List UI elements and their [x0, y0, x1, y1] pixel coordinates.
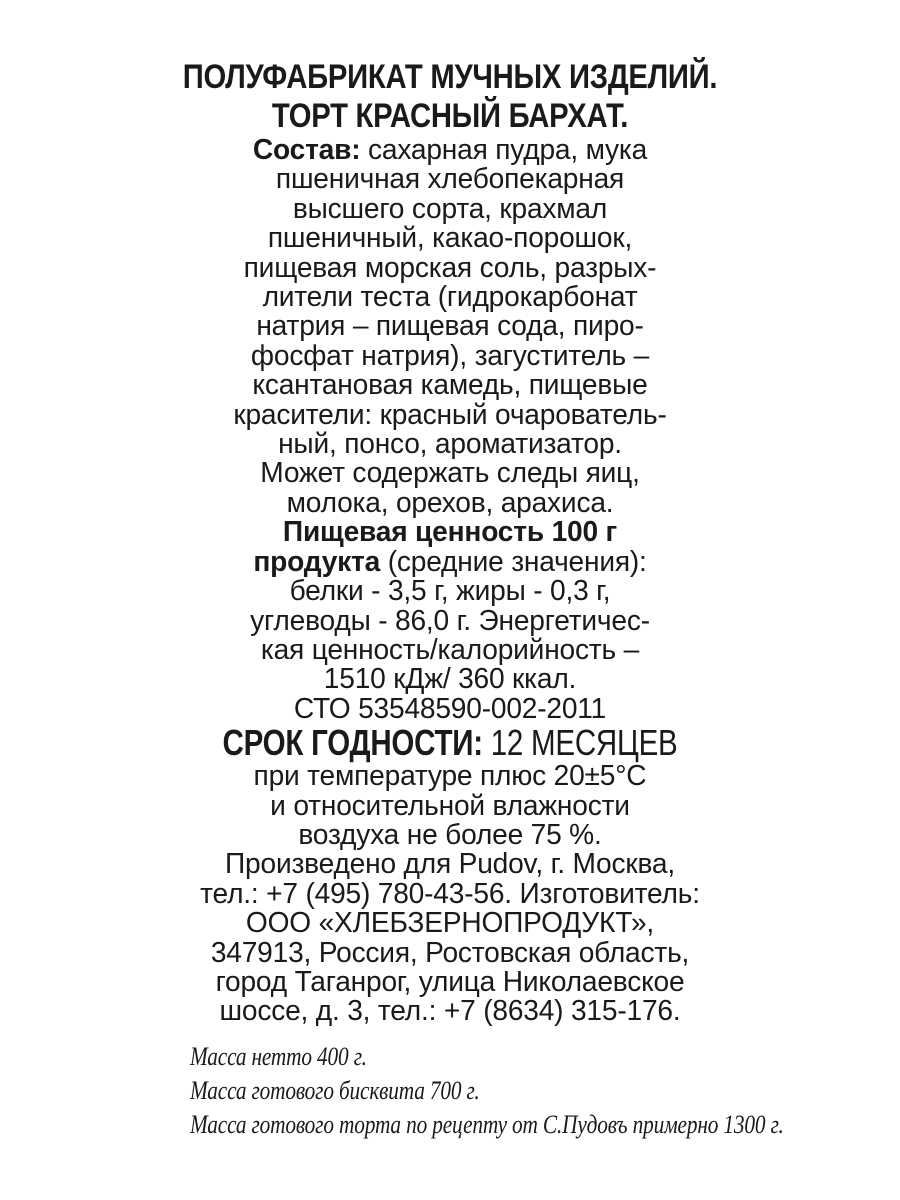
composition-line: высшего сорта, крахмал: [292, 192, 608, 225]
manufacturer-block: [0, 850, 900, 1026]
nutrition-heading-rest: (средние значения):: [380, 545, 647, 578]
shelf-life-block: [0, 724, 900, 850]
cake-weight: Масса готового торта по рецепту от С.Пудовъ примерно 1300 г.: [190, 1110, 784, 1139]
manufacturer-line: 347913, Россия, Ростовская область,: [210, 936, 690, 969]
composition-label: Состав:: [252, 134, 361, 166]
composition-line: фосфат натрия), загуститель –: [250, 339, 650, 372]
nutrition-heading-bold: продукта: [253, 545, 381, 578]
shelf-life-heading: [81, 724, 819, 762]
composition-line: пшеничный, какао-порошок,: [267, 222, 633, 255]
manufacturer-line: ООО «ХЛЕБЗЕРНОПРОДУКТ»,: [245, 907, 655, 940]
composition-line: ксантановая камедь, пищевые: [252, 369, 648, 402]
sponge-weight: Масса готового бисквита 700 г.: [190, 1076, 480, 1105]
nutrition-heading: Пищевая ценность 100 г: [282, 516, 618, 549]
nutrition-line: кая ценность/калорийность –: [260, 633, 640, 666]
storage-condition-line: воздуха не более 75 %.: [298, 818, 602, 851]
composition-line: пищевая морская соль, разрых-: [243, 251, 657, 284]
title-line-2: ТОРТ КРАСНЫЙ БАРХАТ.: [271, 97, 629, 135]
product-label: [0, 58, 900, 1027]
composition-line: натрия – пищевая сода, пиро-: [256, 310, 644, 343]
storage-condition-line: при температуре плюс 20±5°С: [253, 760, 647, 793]
nutrition-block: [0, 518, 900, 724]
composition-line: ный, понсо, ароматизатор.: [278, 428, 622, 461]
composition-line: [14, 136, 887, 165]
composition-block: [0, 136, 900, 518]
composition-line: молока, орехов, арахиса.: [286, 486, 614, 519]
manufacturer-line: Произведено для Pudov, г. Москва,: [225, 848, 675, 881]
mass-block: [190, 1040, 900, 1142]
nutrition-line: углеводы - 86,0 г. Энергетичес-: [250, 604, 650, 637]
storage-condition-line: и относительной влажности: [270, 789, 630, 822]
composition-line: пшеничная хлебопекарная: [275, 163, 625, 196]
composition-line: Может содержать следы яиц,: [260, 457, 640, 490]
composition-line: лители теста (гидрокарбонат: [262, 281, 638, 314]
nutrition-line: белки - 3,5 г, жиры - 0,3 г,: [289, 575, 611, 608]
nutrition-line: 1510 кДж/ 360 ккал.: [323, 663, 577, 696]
manufacturer-line: тел.: +7 (495) 780-43-56. Изготовитель:: [200, 877, 700, 910]
composition-line: красители: красный очарователь-: [233, 398, 667, 431]
nutrition-heading-line-2: [14, 545, 887, 578]
title-line-1: ПОЛУФАБРИКАТ МУЧНЫХ ИЗДЕЛИЙ.: [182, 58, 718, 96]
composition-text: сахарная пудра, мука: [360, 134, 648, 166]
shelf-life-label: СРОК ГОДНОСТИ:: [222, 722, 483, 764]
standard-code: СТО 53548590-002-2011: [293, 692, 607, 725]
shelf-life-value: 12 МЕСЯЦЕВ: [482, 722, 678, 764]
manufacturer-line: шоссе, д. 3, тел.: +7 (8634) 315-176.: [219, 995, 681, 1028]
manufacturer-line: город Таганрог, улица Николаевское: [215, 965, 685, 998]
net-weight: Масса нетто 400 г.: [190, 1042, 367, 1071]
